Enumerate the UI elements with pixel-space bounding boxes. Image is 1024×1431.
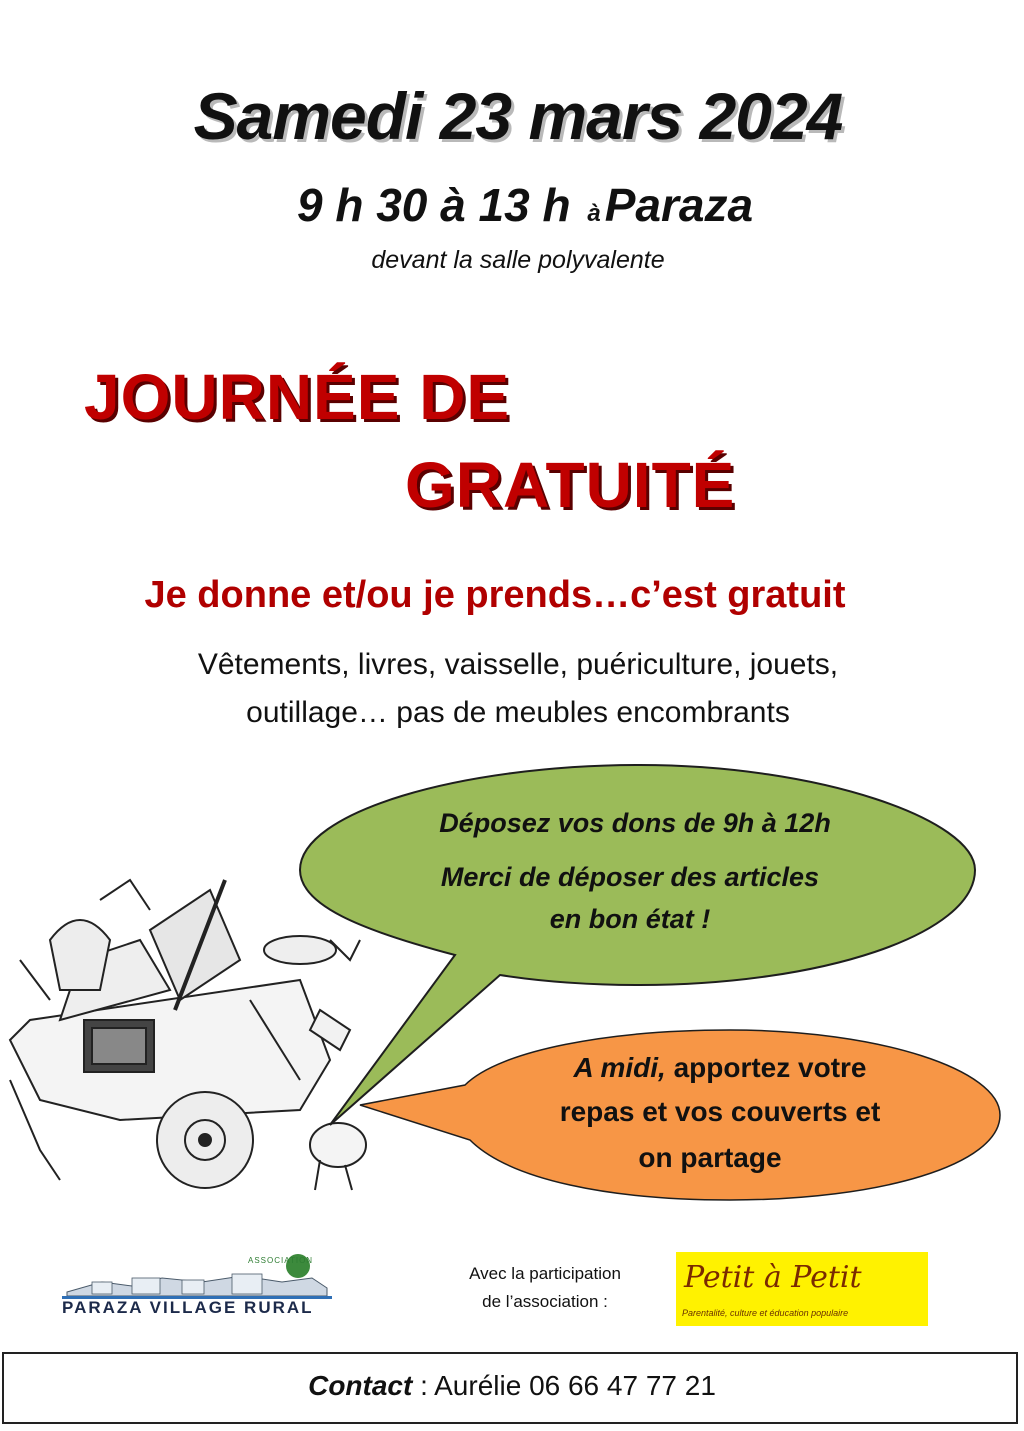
contact-separator: : <box>412 1370 435 1401</box>
contact-line <box>0 1370 1024 1402</box>
participation-line-1: Avec la participation <box>469 1264 621 1283</box>
time-separator: à <box>587 200 601 227</box>
event-location: devant la salle polyvalente <box>371 246 665 274</box>
logo-name: PARAZA VILLAGE RURAL <box>62 1298 314 1317</box>
title-line-2: GRATUITÉ <box>405 449 736 521</box>
title-line-1: JOURNÉE DE <box>84 361 511 433</box>
items-line-2: outillage… pas de meubles encombrants <box>246 696 790 729</box>
event-date: Samedi 23 mars 2024 <box>193 79 843 153</box>
event-town: Paraza <box>604 179 754 231</box>
petit-a-petit-subtitle: Parentalité, culture et éducation populaire <box>682 1308 849 1318</box>
slogan: Je donne et/ou je prends…c’est gratuit <box>144 574 846 616</box>
items-line-1: Vêtements, livres, vaisselle, puériculture, jouets, <box>197 648 839 681</box>
wheelbarrow-illustration <box>10 880 366 1190</box>
logo-association-label: ASSOCIATION <box>248 1256 314 1265</box>
green-bubble-line-2: Merci de déposer des articles <box>440 862 820 892</box>
orange-bubble-line-3: on partage <box>638 1142 782 1173</box>
orange-bubble-line-1 <box>520 1052 920 1084</box>
orange-bubble-emphasis: A midi, <box>573 1052 666 1083</box>
contact-label: Contact <box>308 1370 413 1401</box>
orange-bubble-line-1-rest: apportez votre <box>665 1052 867 1083</box>
petit-a-petit-title: Petit à Petit <box>684 1260 862 1295</box>
orange-bubble-line-2: repas et vos couverts et <box>559 1096 881 1127</box>
green-bubble-line-1: Déposez vos dons de 9h à 12h <box>439 808 831 838</box>
time-range: 9 h 30 à 13 h <box>296 179 571 231</box>
participation-line-2: de l’association : <box>482 1292 608 1311</box>
green-bubble-line-3: en bon état ! <box>549 904 711 934</box>
contact-value: Aurélie 06 66 47 77 21 <box>434 1370 716 1401</box>
